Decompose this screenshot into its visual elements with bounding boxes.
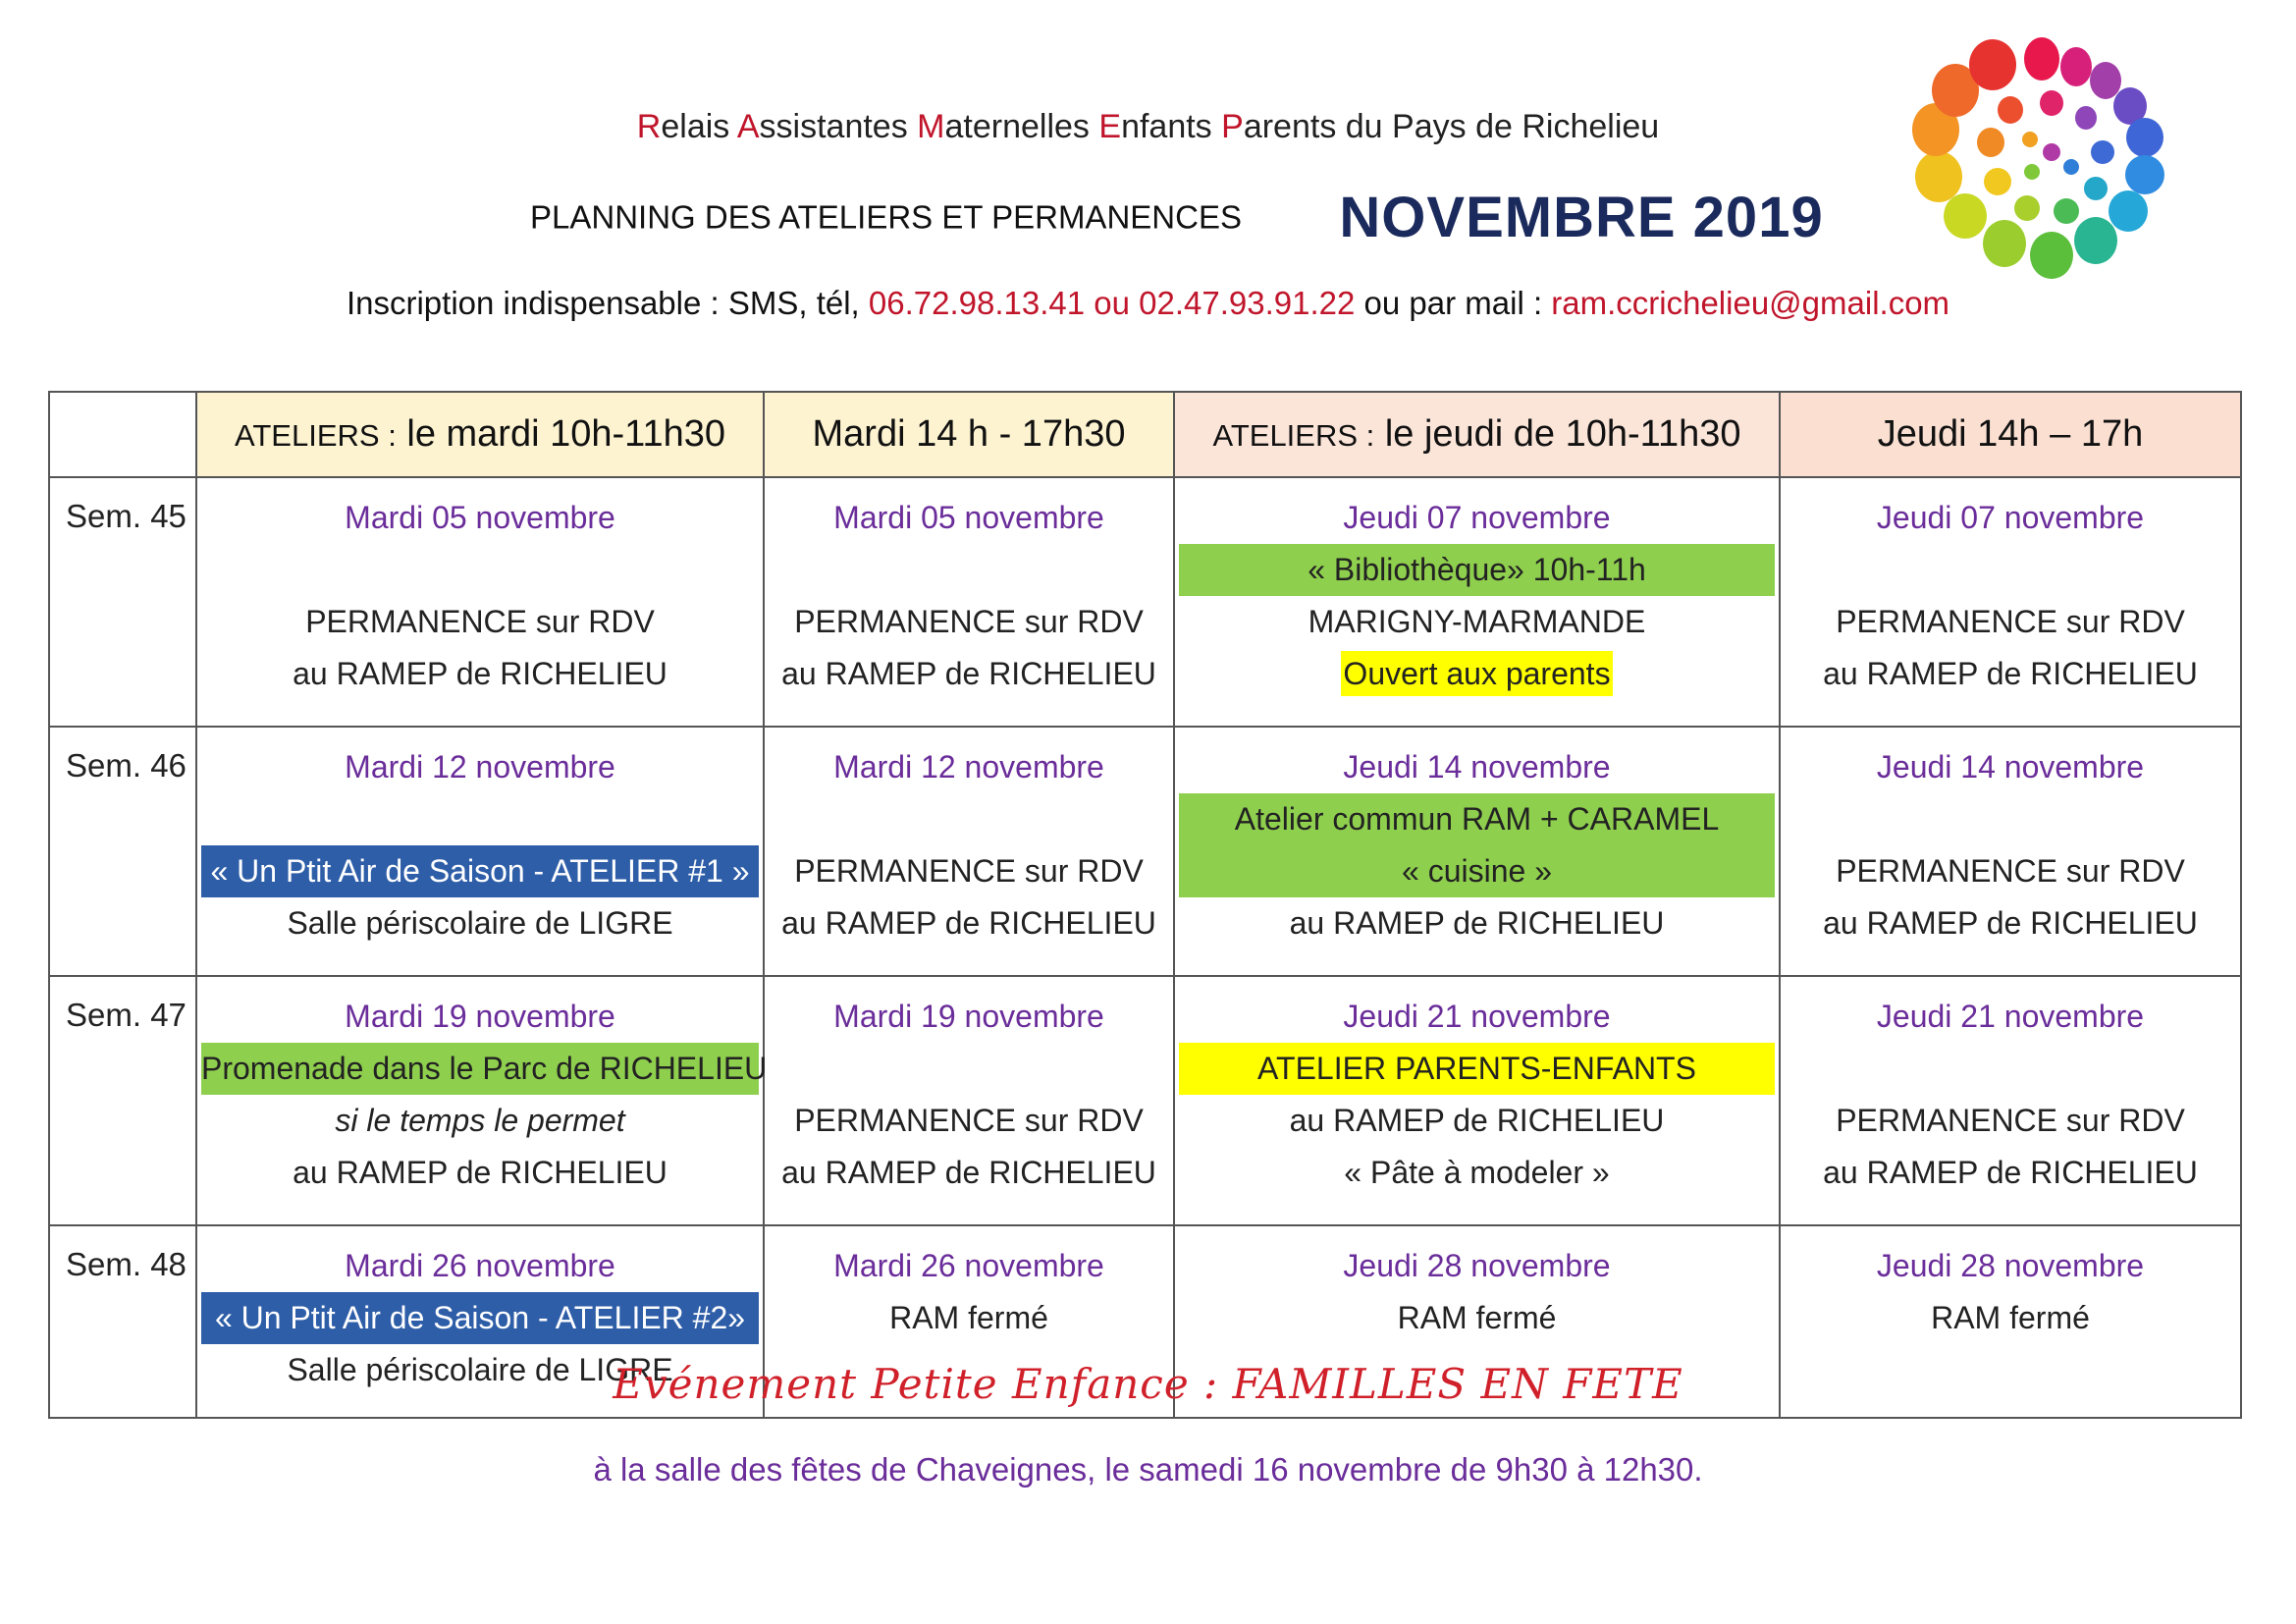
cell-line: au RAMEP de RICHELIEU [293, 656, 667, 691]
cell-spacer [1781, 793, 2240, 845]
org-word: elais [661, 108, 737, 145]
cell-date: Jeudi 07 novembre [1343, 500, 1611, 535]
cell-date: Jeudi 07 novembre [1876, 500, 2145, 535]
header-empty-cell [49, 392, 196, 477]
org-word: arents du Pays de Richelieu [1243, 108, 1660, 145]
cell-date: Jeudi 28 novembre [1343, 1248, 1611, 1283]
cell-spacer [765, 544, 1173, 596]
header-tuesday-afternoon [764, 392, 1174, 477]
cell-date: Mardi 19 novembre [833, 999, 1104, 1034]
cell-line: au RAMEP de RICHELIEU [781, 905, 1156, 941]
highlighted-activity: « cuisine » [1179, 845, 1775, 897]
header-label: le jeudi de 10h-11h30 [1374, 413, 1741, 455]
schedule-cell [764, 727, 1174, 976]
cell-date: Mardi 05 novembre [345, 500, 615, 535]
cell-line-wrap [1175, 648, 1779, 700]
schedule-cell [764, 976, 1174, 1225]
header-label: le mardi 10h-11h30 [396, 413, 725, 455]
schedule-cell [1780, 727, 2241, 976]
cell-line: si le temps le permet [335, 1103, 625, 1138]
cell-line: RAM fermé [889, 1300, 1048, 1335]
title-row [530, 185, 1904, 250]
org-word: nfants [1121, 108, 1222, 145]
highlighted-activity: ATELIER PARENTS-ENFANTS [1179, 1043, 1775, 1095]
mail-label: ou par mail : [1355, 285, 1552, 321]
header-label: ATELIERS : [235, 418, 397, 453]
highlighted-activity: « Un Ptit Air de Saison - ATELIER #1 » [201, 845, 759, 897]
cell-date: Mardi 05 novembre [833, 500, 1104, 535]
highlighted-note: Ouvert aux parents [1341, 651, 1612, 696]
org-initial: M [917, 108, 945, 145]
table-row [49, 727, 2241, 976]
org-initial: A [736, 108, 760, 145]
cell-date: Mardi 19 novembre [345, 999, 615, 1034]
cell-line: au RAMEP de RICHELIEU [293, 1155, 667, 1190]
cell-date: Mardi 12 novembre [345, 749, 615, 785]
planning-title: PLANNING DES ATELIERS ET PERMANENCES [530, 198, 1242, 236]
cell-line: PERMANENCE sur RDV [305, 604, 655, 639]
schedule-cell [1174, 727, 1780, 976]
cell-line: PERMANENCE sur RDV [794, 853, 1144, 889]
email-address: ram.ccrichelieu@gmail.com [1551, 285, 1950, 321]
table-row [49, 477, 2241, 727]
cell-line: Salle périscolaire de LIGRE [287, 905, 673, 941]
cell-spacer [1781, 544, 2240, 596]
cell-date: Jeudi 21 novembre [1876, 999, 2145, 1034]
table-header-row [49, 392, 2241, 477]
cell-date: Jeudi 14 novembre [1343, 749, 1611, 785]
schedule-cell [196, 976, 768, 1225]
org-initial: R [636, 108, 662, 145]
cell-line: au RAMEP de RICHELIEU [781, 1155, 1156, 1190]
inscription-label: Inscription indispensable : [346, 285, 720, 321]
cell-date: Jeudi 28 novembre [1876, 1248, 2145, 1283]
week-label: Sem. 46 [49, 727, 196, 976]
header-thursday-morning [1174, 392, 1780, 477]
inscription-middle: SMS, tél, [719, 285, 869, 321]
cell-line: PERMANENCE sur RDV [1836, 853, 2185, 889]
schedule-cell [764, 477, 1174, 727]
cell-spacer [765, 1043, 1173, 1095]
header-label: ATELIERS : [1212, 418, 1375, 453]
week-label: Sem. 45 [49, 477, 196, 727]
month-title: NOVEMBRE 2019 [1339, 186, 1824, 249]
week-label: Sem. 47 [49, 976, 196, 1225]
org-initial: E [1098, 108, 1122, 145]
cell-line: RAM fermé [1931, 1300, 2090, 1335]
org-word: aternelles [944, 108, 1099, 145]
cell-line: PERMANENCE sur RDV [794, 1103, 1144, 1138]
cell-spacer [1781, 1043, 2240, 1095]
highlighted-activity: « Bibliothèque» 10h-11h [1179, 544, 1775, 596]
cell-line: au RAMEP de RICHELIEU [1289, 1103, 1665, 1138]
cell-spacer [197, 544, 763, 596]
schedule-cell [1780, 477, 2241, 727]
cell-line: PERMANENCE sur RDV [1836, 1103, 2185, 1138]
cell-spacer [197, 793, 763, 845]
cell-line: au RAMEP de RICHELIEU [1823, 1155, 2198, 1190]
highlighted-activity: Atelier commun RAM + CARAMEL [1179, 793, 1775, 845]
cell-line: au RAMEP de RICHELIEU [1823, 656, 2198, 691]
colorful-spheres-logo-icon [1895, 20, 2189, 285]
header-tuesday-morning [196, 392, 764, 477]
cell-date: Mardi 26 novembre [833, 1248, 1104, 1283]
cell-line: Salle périscolaire de LIGRE [287, 1352, 673, 1387]
highlighted-activity: « Un Ptit Air de Saison - ATELIER #2» [201, 1292, 759, 1344]
header-label: Mardi 14 h - 17h30 [812, 413, 1126, 455]
schedule-cell [1174, 477, 1780, 727]
schedule-cell [196, 477, 764, 727]
week-label: Sem. 48 [49, 1225, 196, 1418]
cell-line: au RAMEP de RICHELIEU [1823, 905, 2198, 941]
header-label: Jeudi 14h – 17h [1877, 413, 2144, 455]
cell-line: PERMANENCE sur RDV [794, 604, 1144, 639]
schedule-cell [1174, 976, 1780, 1225]
highlighted-activity: Promenade dans le Parc de RICHELIEU [201, 1043, 759, 1095]
schedule-cell [196, 727, 764, 976]
event-title: Evénement Petite Enfance : FAMILLES EN FETE [613, 1360, 1683, 1408]
cell-date: Mardi 26 novembre [345, 1248, 615, 1283]
cell-line: RAM fermé [1397, 1300, 1557, 1335]
inscription-line [0, 285, 2296, 322]
event-detail: à la salle des fêtes de Chaveignes, le samedi 16 novembre de 9h30 à 12h30. [593, 1451, 1703, 1488]
cell-line: MARIGNY-MARMANDE [1308, 604, 1646, 639]
cell-date: Jeudi 14 novembre [1876, 749, 2145, 785]
cell-date: Jeudi 21 novembre [1343, 999, 1611, 1034]
schedule-table [48, 391, 2242, 1419]
cell-date: Mardi 12 novembre [833, 749, 1104, 785]
cell-spacer [765, 793, 1173, 845]
schedule-cell [1780, 976, 2241, 1225]
cell-line: au RAMEP de RICHELIEU [781, 656, 1156, 691]
header-thursday-afternoon [1780, 392, 2241, 477]
cell-line: PERMANENCE sur RDV [1836, 604, 2185, 639]
cell-line: « Pâte à modeler » [1344, 1155, 1610, 1190]
cell-line: au RAMEP de RICHELIEU [1289, 905, 1665, 941]
table-row [49, 976, 2241, 1225]
org-initial: P [1221, 108, 1244, 145]
phone-numbers: 06.72.98.13.41 ou 02.47.93.91.22 [868, 285, 1356, 321]
org-word: ssistantes [759, 108, 918, 145]
